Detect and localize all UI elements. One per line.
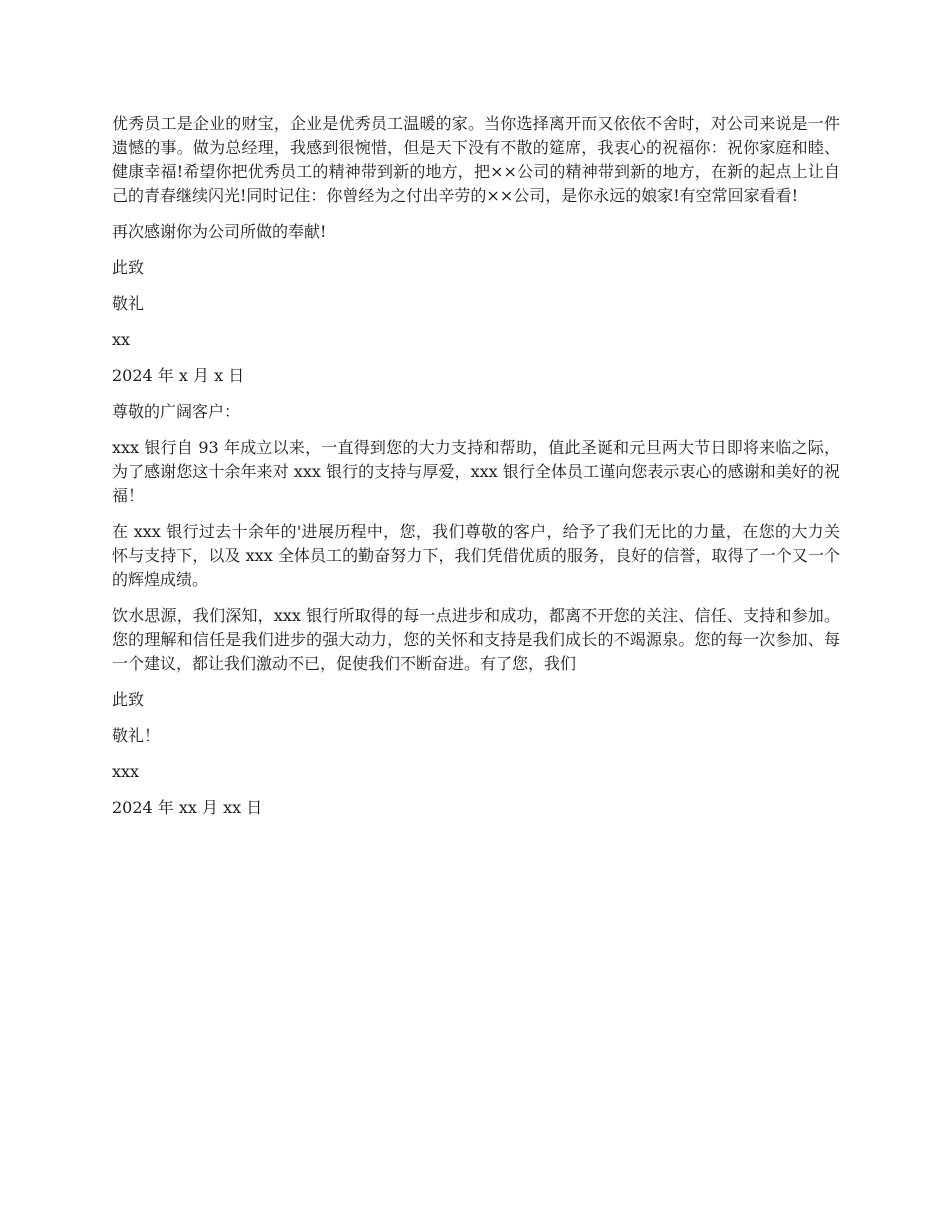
letter2-date: 2024 年 xx 月 xx 日 [112, 798, 263, 817]
letter2-closing-2: 敬礼！ [112, 726, 161, 745]
letter1-closing-1: 此致 [112, 258, 145, 277]
letter1-body: 优秀员工是企业的财宝，企业是优秀员工温暖的家。当你选择离开而又依依不舍时，对公司来说是一件遗憾的事。做为总经理，我感到很惋惜，但是天下没有不散的筵席，我衷心的祝福你：祝你家庭和睦、健康幸福!希望你把优秀员工的精神带到新的地方，把××公司的精神带到新的地方，在新的起点上让自己的青春继续闪光!同时记住：你曾经为之付出辛劳的××公司，是你永远的娘家!有空常回家看看! [112, 114, 840, 205]
letter2-paragraph-2: 在 xxx 银行过去十余年的'进展历程中，您，我们尊敬的客户，给予了我们无比的力量，在您的大力关怀与支持下，以及 xxx 全体员工的勤奋努力下，我们凭借优质的服务，良好的信誉，取得了一个又一个的辉煌成绩。 [112, 522, 840, 589]
letter2-signature: xxx [112, 762, 140, 781]
letter2-paragraph-1: xxx 银行自 93 年成立以来，一直得到您的大力支持和帮助，值此圣诞和元旦两大节日即将来临之际，为了感谢您这十余年来对 xxx 银行的支持与厚爱，xxx 银行全体员工谨向您表示衷心的感谢和美好的祝福！ [112, 438, 840, 505]
letter1-thanks: 再次感谢你为公司所做的奉献! [112, 222, 327, 241]
letter1-date: 2024 年 x 月 x 日 [112, 366, 245, 385]
letter2-paragraph-3: 饮水思源，我们深知，xxx 银行所取得的每一点进步和成功，都离不开您的关注、信任、支持和参加。您的理解和信任是我们进步的强大动力，您的关怀和支持是我们成长的不竭源泉。您的每一次参加、每一个建议，都让我们激动不已，促使我们不断奋进。有了您，我们 [112, 606, 840, 673]
letter2-closing-1: 此致 [112, 690, 145, 709]
letter1-closing-2: 敬礼 [112, 294, 145, 313]
letter1-signature: xx [112, 330, 131, 349]
letter2-salutation: 尊敬的广阔客户： [112, 402, 241, 421]
document-page [112, 112, 840, 832]
